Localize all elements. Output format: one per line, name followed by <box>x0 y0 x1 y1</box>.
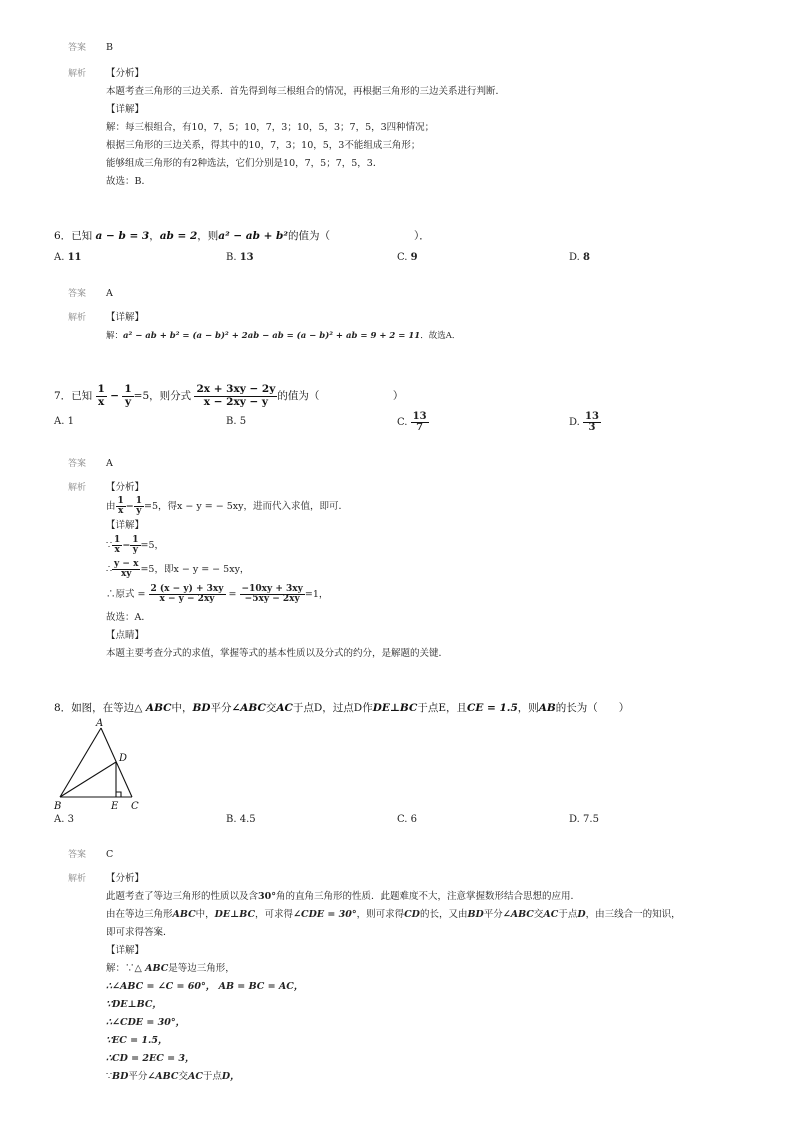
triangle-figure <box>50 716 150 812</box>
option-a: A. 3 <box>54 814 74 825</box>
option-b: B. 4.5 <box>226 814 256 825</box>
label-b: B <box>54 801 62 812</box>
detail-line: ∵EC = 1.5， <box>106 1035 168 1046</box>
analysis-line: 能够组成三角形的有2种选法，它们分别是10，7，5；7，5，3． <box>106 158 383 169</box>
detail-line: ∵ $\frac{1}{x}$ − $\frac{1}{y}$ =5， <box>106 534 165 555</box>
answer-value: A <box>106 458 113 469</box>
option-c: C. 6 <box>397 814 418 825</box>
label-a: A <box>96 718 104 729</box>
answer-label: 答案 <box>68 459 87 469</box>
label-c: C <box>131 801 139 812</box>
analysis-line: 解：每三根组合，有10，7，5；10，7，3；10，5，3；7，5，3四种情况； <box>106 122 435 133</box>
side-ab <box>60 728 101 797</box>
analysis-label: 解析 <box>68 483 87 493</box>
option-b: B. 5 <box>226 416 247 427</box>
analysis-line: 即可求得答案． <box>106 927 173 938</box>
answer-label: 答案 <box>68 289 87 299</box>
question-7-stem: 7．已知 $\frac{1}{x}$ − $\frac{1}{y}$ =5，则分式 $\frac{2x + 3xy - 2y}{x - 2xy - y}$ 的值为（ ） <box>54 383 404 408</box>
detail-line: ∴∠CDE = 30°， <box>106 1017 186 1028</box>
detail-line: ∴ $\frac{y - x}{xy}$ =5，即x − y = − 5xy， <box>106 558 250 579</box>
answer-label: 答案 <box>68 850 87 860</box>
answer-label: 答案 <box>68 43 87 53</box>
option-a: A. 11 <box>54 252 82 263</box>
analysis-line: 故选：B． <box>106 176 151 187</box>
analysis-label: 解析 <box>68 69 87 79</box>
detail-line: ∴CD = 2EC = 3， <box>106 1053 195 1064</box>
analysis-tag: 【分析】 <box>106 482 145 493</box>
option-a: A. 1 <box>54 416 74 427</box>
option-d: D. 8 <box>569 252 590 263</box>
answer-value: A <box>106 288 113 299</box>
option-c: C. $\frac{13}{7}$ <box>397 410 427 433</box>
analysis-line: 根据三角形的三边关系，得其中的10，7，3；10，5，3不能组成三角形； <box>106 140 421 151</box>
analysis-label: 解析 <box>68 874 87 884</box>
detail-line: 故选：A． <box>106 612 151 623</box>
analysis-label: 解析 <box>68 313 87 323</box>
answer-value: C <box>106 849 114 860</box>
detail-line: ∵BD平分∠ABC交AC于点D， <box>106 1071 240 1082</box>
detail-tag: 【详解】 <box>106 312 145 323</box>
detail-line: 解：a² − ab + b² = (a − b)² + 2ab − ab = (a − b)² + ab = 9 + 2 = 11．故选A． <box>106 331 461 341</box>
option-d: D. $\frac{13}{3}$ <box>569 410 599 433</box>
analysis-line: 由 $\frac{1}{x}$ − $\frac{1}{y}$ =5，得x − y = − 5xy，进而代入求值，即可． <box>106 495 348 516</box>
analysis-tag: 【分析】 <box>106 873 145 884</box>
detail-line: ∴∠ABC = ∠C = 60°， AB = BC = AC， <box>106 981 304 992</box>
detail-tag: 【详解】 <box>106 520 145 531</box>
analysis-line: 【详解】 <box>106 104 145 115</box>
analysis-line: 【分析】 <box>106 68 145 79</box>
analysis-line: 此题考查了等边三角形的性质以及含30°角的直角三角形的性质．此题难度不大，注意掌握数形结合思想的应用． <box>106 891 581 902</box>
detail-line: 解：∵△ ABC是等边三角形， <box>106 963 235 974</box>
analysis-line: 由在等边三角形ABC中，DE⊥BC，可求得∠CDE = 30°，则可求得CD的长，又由BD平分∠ABC交AC于点D，由三线合一的知识， <box>106 909 681 920</box>
comment-line: 本题主要考查分式的求值，掌握等式的基本性质以及分式的约分，是解题的关键． <box>106 648 449 659</box>
detail-tag: 【详解】 <box>106 945 145 956</box>
option-b: B. 13 <box>226 252 254 263</box>
detail-line: ∵DE⊥BC， <box>106 999 162 1010</box>
segment-bd <box>60 762 116 797</box>
question-6-stem: 6．已知 a − b = 3，ab = 2，则a² − ab + b²的值为（ ）． <box>54 230 430 242</box>
label-d: D <box>119 753 128 764</box>
detail-line: ∴原式 = $\frac{2 (x - y) + 3xy}{x - y - 2xy}$ = $\frac{-10xy + 3xy}{-5xy - 2xy}$ =1， <box>106 583 329 604</box>
question-8-stem: 8．如图，在等边△ ABC中，BD平分∠ABC交AC于点D，过点D作DE⊥BC于点E，且CE = 1.5，则AB的长为（ ） <box>54 702 630 714</box>
right-angle-mark <box>116 792 121 797</box>
comment-tag: 【点睛】 <box>106 630 145 641</box>
option-c: C. 9 <box>397 252 418 263</box>
answer-value: B <box>106 42 113 53</box>
analysis-line: 本题考查三角形的三边关系．首先得到每三根组合的情况，再根据三角形的三边关系进行判断． <box>106 86 506 97</box>
option-d: D. 7.5 <box>569 814 599 825</box>
label-e: E <box>111 801 119 812</box>
